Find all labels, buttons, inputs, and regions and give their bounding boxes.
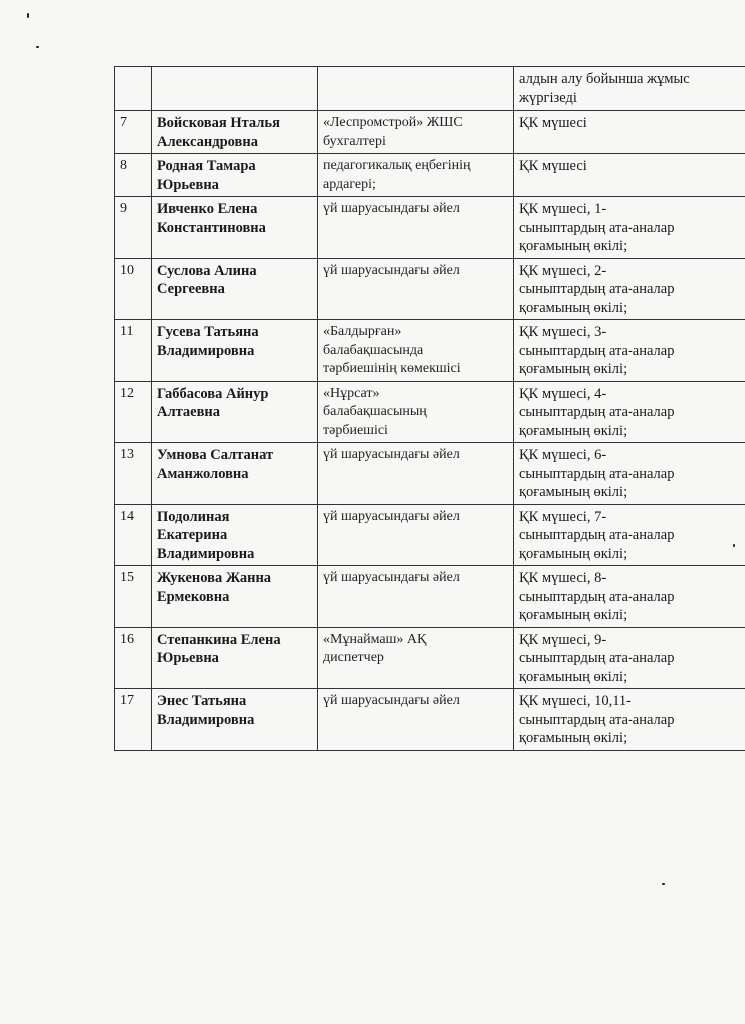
table-row	[115, 197, 745, 259]
scan-speck	[36, 46, 39, 48]
member-occupation: үй шаруасындағы әйел	[318, 258, 514, 320]
member-name: Войсковая Нталья Александровна	[152, 111, 318, 154]
member-occupation: үй шаруасындағы әйел	[318, 197, 514, 259]
member-name: Суслова Алина Сергеевна	[152, 258, 318, 320]
member-name: Ивченко Елена Константиновна	[152, 197, 318, 259]
member-name	[152, 67, 318, 111]
table-row	[115, 627, 745, 689]
member-occupation	[318, 67, 514, 111]
member-role: ҚК мүшесі, 3- сыныптардың ата-аналар қоғамының өкілі;	[514, 320, 745, 382]
table-body	[115, 67, 745, 751]
row-number: 9	[115, 197, 152, 259]
member-role: ҚК мүшесі, 1- сыныптардың ата-аналар қоғамының өкілі;	[514, 197, 745, 259]
member-occupation: «Мұнаймаш» АҚ диспетчер	[318, 627, 514, 689]
table-row	[115, 67, 745, 111]
row-number: 13	[115, 443, 152, 505]
member-name: Гусева Татьяна Владимировна	[152, 320, 318, 382]
table-row	[115, 443, 745, 505]
table-row	[115, 504, 745, 566]
member-occupation: педагогикалық еңбегінің ардагері;	[318, 154, 514, 197]
table-row	[115, 258, 745, 320]
member-role: ҚК мүшесі, 9- сыныптардың ата-аналар қоғамының өкілі;	[514, 627, 745, 689]
member-role: ҚК мүшесі, 4- сыныптардың ата-аналар қоғамының өкілі;	[514, 381, 745, 443]
member-role: ҚК мүшесі, 8- сыныптардың ата-аналар қоғамының өкілі;	[514, 566, 745, 628]
row-number: 17	[115, 689, 152, 751]
table-row	[115, 689, 745, 751]
row-number: 10	[115, 258, 152, 320]
member-occupation: «Нұрсат» балабақшасының тәрбиешісі	[318, 381, 514, 443]
member-name: Родная Тамара Юрьевна	[152, 154, 318, 197]
member-role: ҚК мүшесі, 2- сыныптардың ата-аналар қоғамының өкілі;	[514, 258, 745, 320]
row-number: 14	[115, 504, 152, 566]
table-row	[115, 566, 745, 628]
table-row	[115, 154, 745, 197]
table-row	[115, 381, 745, 443]
row-number: 12	[115, 381, 152, 443]
table-row	[115, 111, 745, 154]
member-role: ҚК мүшесі, 6- сыныптардың ата-аналар қоғамының өкілі;	[514, 443, 745, 505]
member-name: Подолиная Екатерина Владимировна	[152, 504, 318, 566]
member-role: алдын алу бойынша жұмыс жүргізеді	[514, 67, 745, 111]
member-name: Жукенова Жанна Ермековна	[152, 566, 318, 628]
row-number: 7	[115, 111, 152, 154]
member-occupation: «Леспромстрой» ЖШС бухгалтері	[318, 111, 514, 154]
member-role: ҚК мүшесі	[514, 154, 745, 197]
member-occupation: үй шаруасындағы әйел	[318, 443, 514, 505]
row-number: 8	[115, 154, 152, 197]
member-name: Энес Татьяна Владимировна	[152, 689, 318, 751]
table-row	[115, 320, 745, 382]
member-name: Умнова Салтанат Аманжоловна	[152, 443, 318, 505]
member-role: ҚК мүшесі, 10,11- сыныптардың ата-аналар қоғамының өкілі;	[514, 689, 745, 751]
member-role: ҚК мүшесі, 7- сыныптардың ата-аналар қоғамының өкілі;	[514, 504, 745, 566]
scan-speck	[27, 13, 29, 18]
member-occupation: үй шаруасындағы әйел	[318, 689, 514, 751]
row-number	[115, 67, 152, 111]
member-name: Степанкина Елена Юрьевна	[152, 627, 318, 689]
member-occupation: үй шаруасындағы әйел	[318, 566, 514, 628]
member-role: ҚК мүшесі	[514, 111, 745, 154]
row-number: 15	[115, 566, 152, 628]
row-number: 16	[115, 627, 152, 689]
scan-speck	[662, 883, 665, 885]
committee-members-table	[114, 66, 745, 751]
member-occupation: үй шаруасындағы әйел	[318, 504, 514, 566]
member-occupation: «Балдырған» балабақшасында тәрбиешінің көмекшісі	[318, 320, 514, 382]
member-name: Габбасова Айнур Алтаевна	[152, 381, 318, 443]
row-number: 11	[115, 320, 152, 382]
